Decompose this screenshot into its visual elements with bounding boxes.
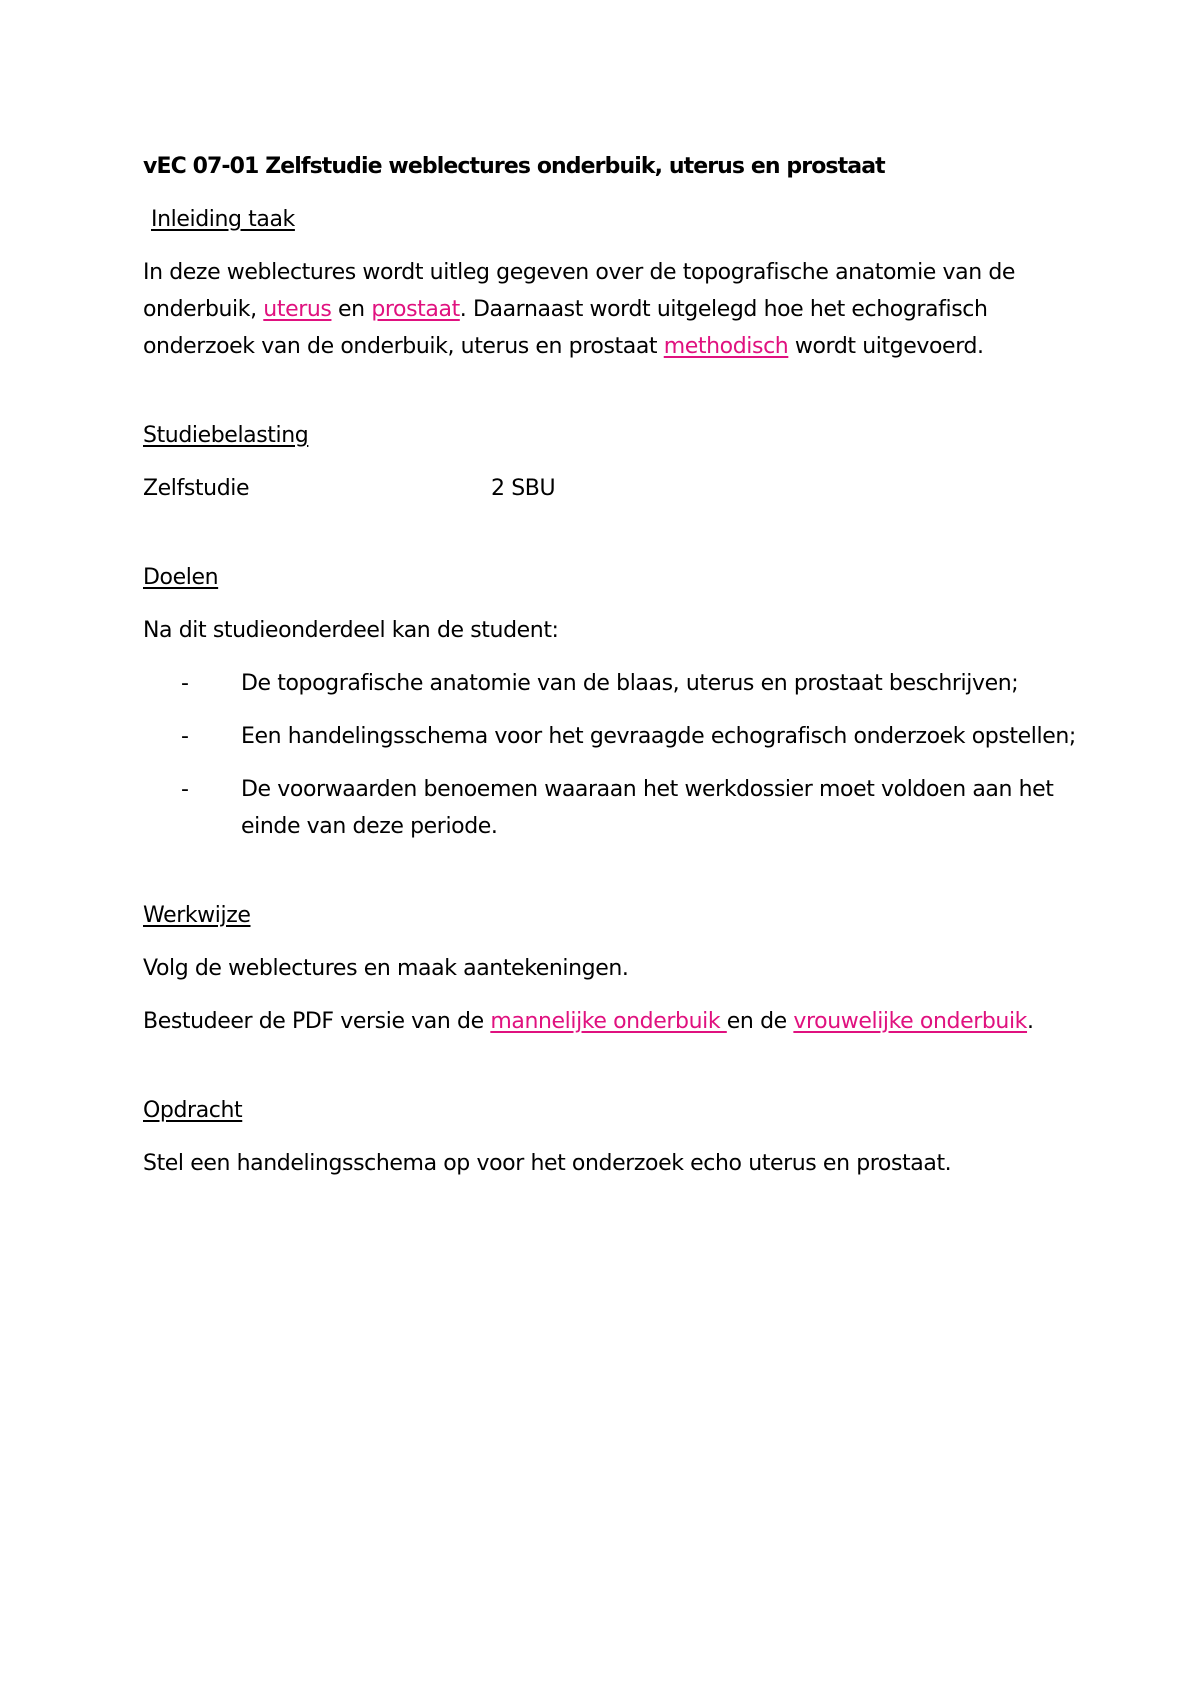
study-load-value: 2 SBU (491, 476, 556, 501)
list-item (143, 771, 1083, 845)
methodisch-link[interactable]: methodisch (663, 334, 789, 359)
method-line-2 (143, 1003, 1083, 1040)
method-text-a: Bestudeer de PDF versie van de (143, 1009, 491, 1034)
prostaat-link[interactable]: prostaat (371, 297, 460, 322)
intro-text-2: en (331, 297, 372, 322)
goals-lead: Na dit studieonderdeel kan de student: (143, 618, 559, 643)
intro-text-4: wordt uitgevoerd. (788, 334, 984, 359)
list-item (143, 665, 1083, 702)
intro-text-1: In deze weblectures wordt uitleg gegeven over de topografische anatomie van de onderbuik, (143, 260, 1016, 322)
intro-heading: Inleiding taak (151, 207, 295, 232)
study-load-heading: Studiebelasting (143, 423, 309, 448)
method-text-c: . (1027, 1009, 1034, 1034)
assignment-text: Stel een handelingsschema op voor het onderzoek echo uterus en prostaat. (143, 1151, 952, 1176)
document-title: vEC 07-01 Zelfstudie weblectures onderbuik, uterus en prostaat (143, 154, 885, 179)
goal-text: De topografische anatomie van de blaas, uterus en prostaat beschrijven; (241, 671, 1019, 696)
uterus-link[interactable]: uterus (263, 297, 332, 322)
assignment-heading: Opdracht (143, 1098, 243, 1123)
method-text-b: en de (726, 1009, 794, 1034)
goals-list (143, 665, 1083, 845)
female-lower-abdomen-link[interactable]: vrouwelijke onderbuik (793, 1009, 1028, 1034)
goal-text: De voorwaarden benoemen waaraan het werkdossier moet voldoen aan het einde van deze periode. (241, 777, 1054, 839)
goal-text: Een handelingsschema voor het gevraagde echografisch onderzoek opstellen; (241, 724, 1076, 749)
intro-paragraph (143, 254, 1083, 365)
list-bullet: - (181, 671, 189, 696)
list-bullet: - (181, 777, 189, 802)
study-load-label: Zelfstudie (143, 476, 250, 501)
goals-heading: Doelen (143, 565, 219, 590)
list-item (143, 718, 1083, 755)
document-content (143, 148, 1083, 1198)
method-heading: Werkwijze (143, 903, 251, 928)
method-line-1: Volg de weblectures en maak aantekeningen. (143, 956, 629, 981)
intro-text-3: . Daarnaast wordt uitgelegd hoe het echografisch onderzoek van de onderbuik, uterus en prostaat (143, 297, 988, 359)
study-load-row (143, 470, 1083, 507)
list-bullet: - (181, 724, 189, 749)
male-lower-abdomen-link[interactable]: mannelijke onderbuik (490, 1009, 727, 1034)
